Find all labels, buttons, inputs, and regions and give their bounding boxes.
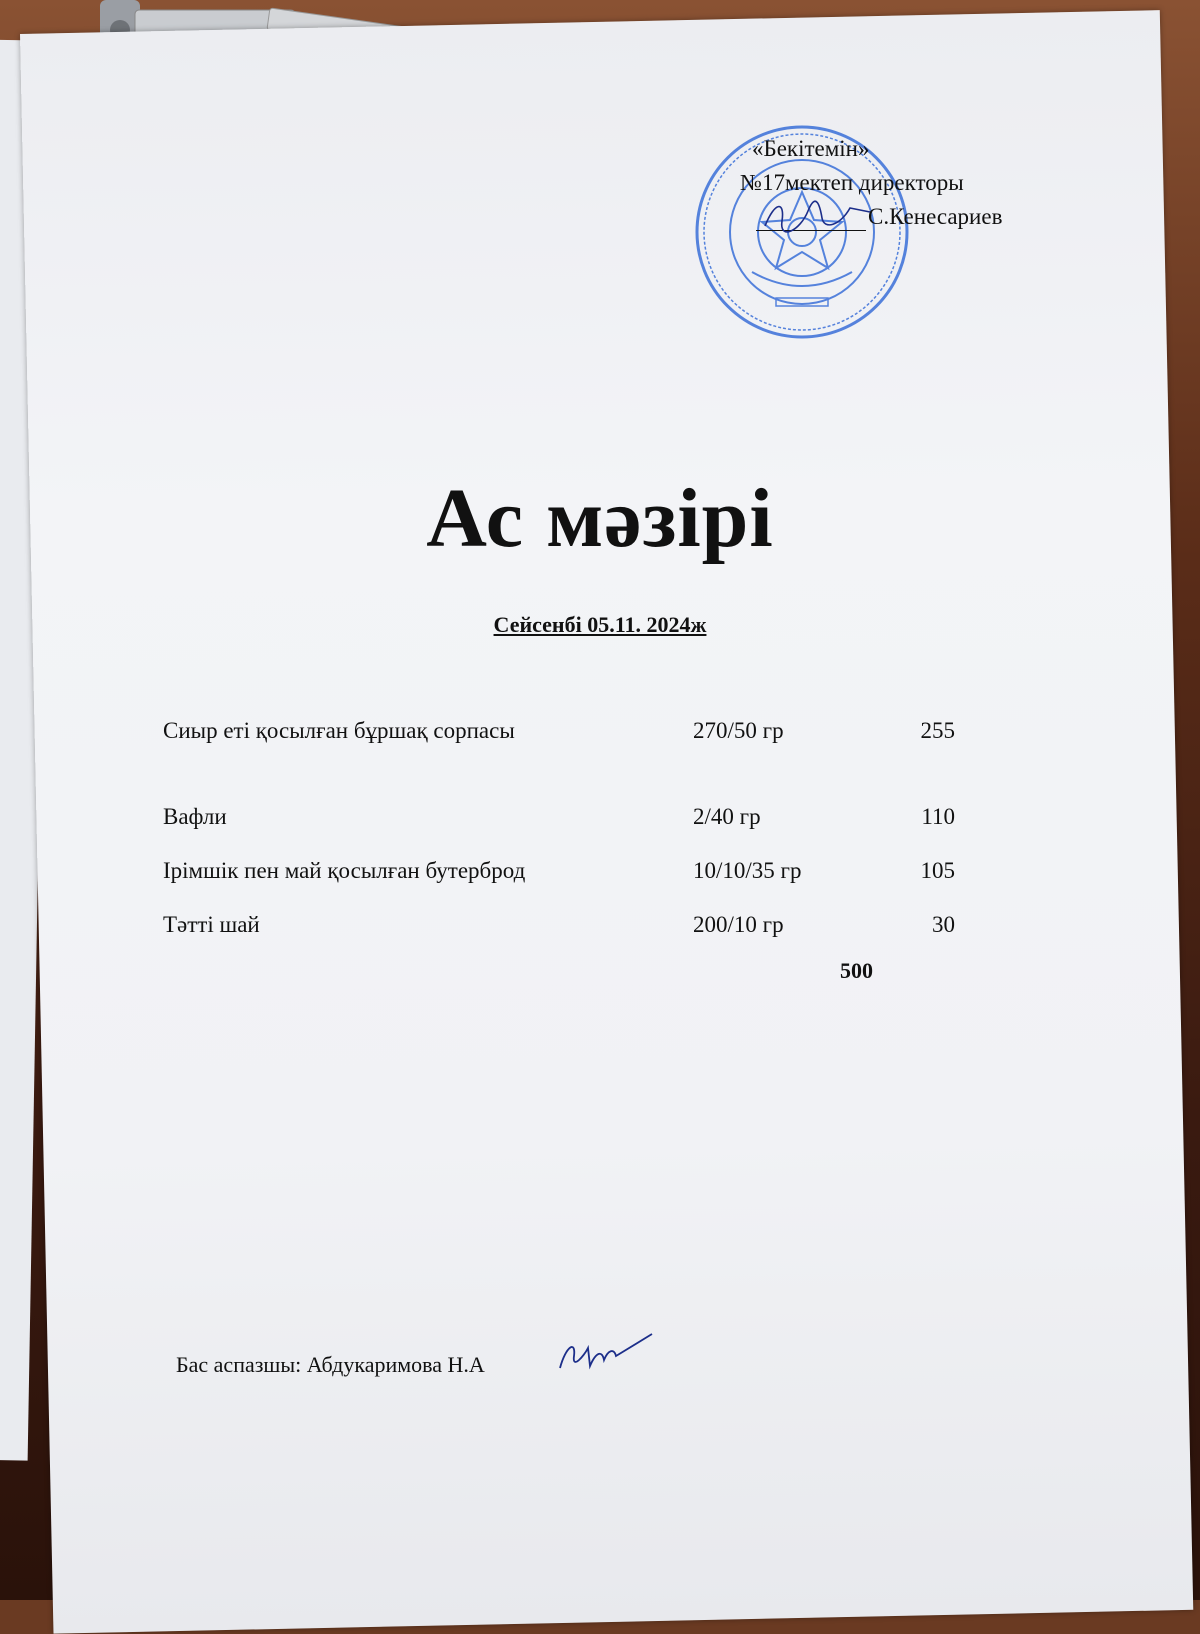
page-title: Ас мәзірі xyxy=(426,472,774,565)
dish-portion: 2/40 гр xyxy=(693,804,761,829)
dish-name: Вафли xyxy=(163,804,227,829)
chef-signature-icon xyxy=(556,1326,656,1376)
dish-price: 110 xyxy=(921,804,955,829)
dish-name: Ірімшік пен май қосылған бутерброд xyxy=(163,858,526,883)
menu-list xyxy=(163,718,963,966)
approval-heading: «Бекітемін» xyxy=(752,136,870,161)
dish-price: 255 xyxy=(920,718,955,743)
dish-price: 30 xyxy=(932,912,955,937)
director-signature-icon xyxy=(760,196,880,236)
head-chef-line: Бас аспазшы: Абдукаримова Н.А xyxy=(176,1352,485,1377)
menu-total: 500 xyxy=(840,958,873,983)
menu-date: Сейсенбі 05.11. 2024ж xyxy=(493,612,707,637)
dish-portion: 200/10 гр xyxy=(693,912,784,937)
dish-name: Тәтті шай xyxy=(163,912,260,937)
menu-item xyxy=(163,718,963,772)
dish-portion: 270/50 гр xyxy=(693,718,784,743)
dish-name: Сиыр еті қосылған бұршақ сорпасы xyxy=(163,718,515,743)
menu-item xyxy=(163,858,963,912)
dish-portion: 10/10/35 гр xyxy=(693,858,802,883)
director-name: С.Кенесариев xyxy=(868,204,1003,229)
approval-position: №17мектеп директоры xyxy=(740,170,964,195)
menu-item xyxy=(163,804,963,858)
dish-price: 105 xyxy=(920,858,955,883)
